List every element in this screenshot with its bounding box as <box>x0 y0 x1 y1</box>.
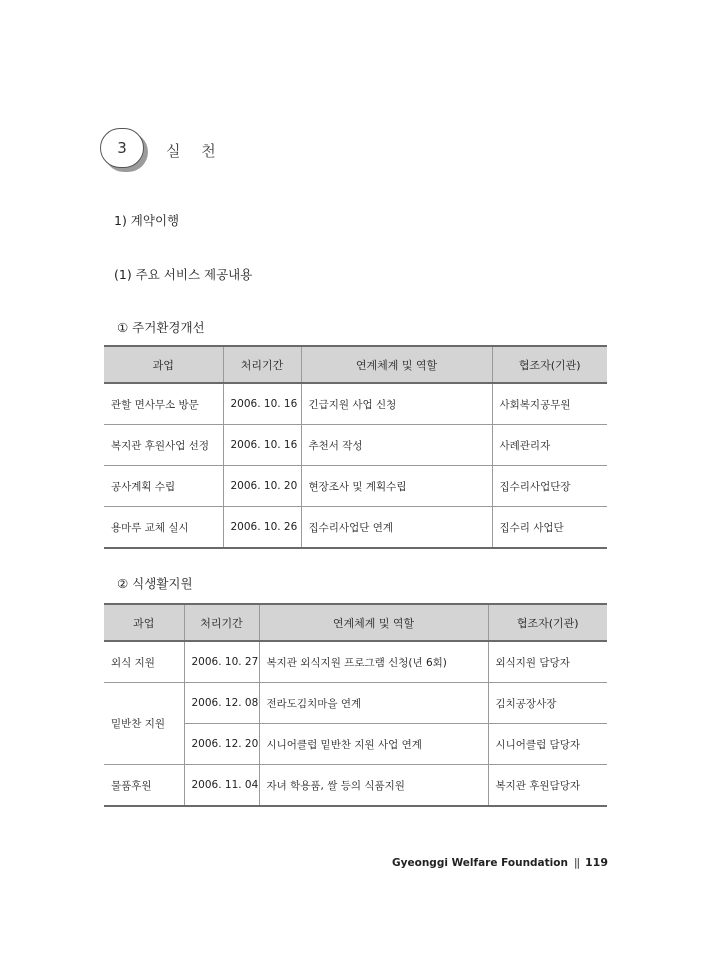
column-header-period: 처리기간 <box>223 346 301 383</box>
cell-period: 2006. 10. 16 <box>223 425 301 466</box>
cell-role: 복지관 외식지원 프로그램 신청(년 6회) <box>259 641 488 683</box>
table-row <box>104 466 607 507</box>
table-row <box>104 507 607 549</box>
page-footer <box>380 856 608 869</box>
table-header-row <box>104 346 607 383</box>
footer-separator: || <box>573 857 580 869</box>
cell-period: 2006. 10. 20 <box>223 466 301 507</box>
column-header-task: 과업 <box>104 346 223 383</box>
table-row <box>104 765 607 807</box>
cell-period: 2006. 11. 04 <box>184 765 259 807</box>
cell-role: 추천서 작성 <box>301 425 492 466</box>
column-header-partner: 협조자(기관) <box>488 604 607 641</box>
cell-task: 물품후원 <box>104 765 184 807</box>
table-header-row <box>104 604 607 641</box>
cell-task: 관할 면사무소 방문 <box>104 383 223 425</box>
cell-task: 공사계획 수립 <box>104 466 223 507</box>
section-title: 실 천 <box>166 142 224 160</box>
section-number-badge: 3 <box>100 128 144 168</box>
housing-improvement-table <box>104 345 607 549</box>
cell-role: 현장조사 및 계획수립 <box>301 466 492 507</box>
cell-period: 2006. 10. 26 <box>223 507 301 549</box>
table-row <box>104 383 607 425</box>
cell-period: 2006. 10. 16 <box>223 383 301 425</box>
cell-period: 2006. 12. 20 <box>184 724 259 765</box>
heading-contract-performance: 1) 계약이행 <box>114 213 180 228</box>
foundation-name: Gyeonggi Welfare Foundation <box>392 857 568 869</box>
cell-partner: 집수리사업단장 <box>492 466 607 507</box>
cell-partner: 외식지원 담당자 <box>488 641 607 683</box>
table-row <box>104 641 607 683</box>
column-header-period: 처리기간 <box>184 604 259 641</box>
column-header-role: 연계체계 및 역할 <box>301 346 492 383</box>
table-row <box>104 683 607 724</box>
cell-role: 자녀 학용품, 쌀 등의 식품지원 <box>259 765 488 807</box>
cell-role: 집수리사업단 연계 <box>301 507 492 549</box>
section-header <box>98 126 298 176</box>
cell-partner: 집수리 사업단 <box>492 507 607 549</box>
cell-partner: 김치공장사장 <box>488 683 607 724</box>
column-header-role: 연계체계 및 역할 <box>259 604 488 641</box>
cell-role: 전라도김치마을 연계 <box>259 683 488 724</box>
table-row <box>104 425 607 466</box>
cell-task: 용마루 교체 실시 <box>104 507 223 549</box>
column-header-task: 과업 <box>104 604 184 641</box>
cell-period: 2006. 12. 08 <box>184 683 259 724</box>
cell-role: 긴급지원 사업 신청 <box>301 383 492 425</box>
heading-service-content: (1) 주요 서비스 제공내용 <box>114 267 253 282</box>
cell-partner: 사례관리자 <box>492 425 607 466</box>
cell-partner: 복지관 후원담당자 <box>488 765 607 807</box>
meal-support-table <box>104 603 607 807</box>
cell-role: 시니어클럽 밑반찬 지원 사업 연계 <box>259 724 488 765</box>
subsection-title-housing: ① 주거환경개선 <box>117 320 205 335</box>
subsection-title-meal-support: ② 식생활지원 <box>117 576 193 591</box>
cell-partner: 사회복지공무원 <box>492 383 607 425</box>
column-header-partner: 협조자(기관) <box>492 346 607 383</box>
cell-partner: 시니어클럽 담당자 <box>488 724 607 765</box>
cell-task: 복지관 후원사업 선정 <box>104 425 223 466</box>
cell-period: 2006. 10. 27 <box>184 641 259 683</box>
cell-task-merged: 밑반찬 지원 <box>104 683 184 765</box>
cell-task: 외식 지원 <box>104 641 184 683</box>
page-number: 119 <box>585 856 608 869</box>
